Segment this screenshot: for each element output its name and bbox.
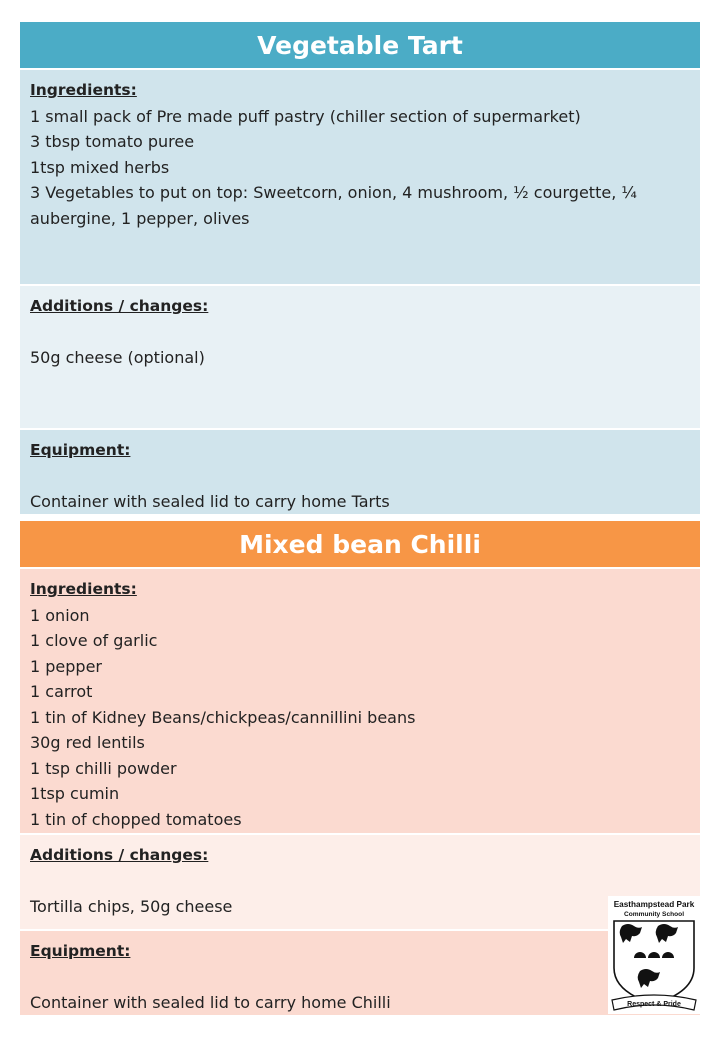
shell-icon <box>634 952 674 958</box>
chilli-ingredient: 1tsp cumin <box>30 784 120 803</box>
tart-ingredient: 1 small pack of Pre made puff pastry (chiller section of supermarket) <box>30 106 581 126</box>
chilli-ingredient: 1 carrot <box>30 682 93 701</box>
chilli-ingredient: 30g red lentils <box>30 733 145 752</box>
chilli-title: Mixed bean Chilli <box>20 521 700 567</box>
tart-additions-label: Additions / changes: <box>30 297 209 315</box>
tart-equipment-label: Equipment: <box>30 441 131 459</box>
chilli-ingredient: 1 tin of Kidney Beans/chickpeas/cannillini beans <box>30 707 416 727</box>
chilli-ingredient: 1 pepper <box>30 656 102 676</box>
tart-ingredient: 3 tbsp tomato puree <box>30 132 195 151</box>
chilli-additions-cell <box>20 833 700 929</box>
chilli-ingredients-cell <box>20 567 700 833</box>
chilli-additions-text: Tortilla chips, 50g cheese <box>30 896 233 916</box>
chilli-equipment-label: Equipment: <box>30 942 131 960</box>
chilli-ingredient: 1 tin of chopped tomatoes <box>30 809 242 829</box>
logo-name-line1: Easthampstead Park <box>613 900 695 909</box>
tart-equipment-cell <box>20 428 700 514</box>
chilli-ingredient: 1 tsp chilli powder <box>30 758 177 778</box>
logo-motto: Respect & Pride <box>627 1001 681 1008</box>
chilli-ingredient: 1 clove of garlic <box>30 631 158 650</box>
chilli-equipment-text: Container with sealed lid to carry home Chilli <box>30 992 391 1012</box>
tart-ingredients-label: Ingredients: <box>30 81 137 99</box>
tart-ingredient: 1tsp mixed herbs <box>30 157 170 177</box>
tart-ingredient: 3 Vegetables to put on top: Sweetcorn, onion, 4 mushroom, ½ courgette, ¼ <box>30 183 637 202</box>
tart-additions-text: 50g cheese (optional) <box>30 347 205 367</box>
tart-ingredients-cell <box>20 68 700 284</box>
tart-ingredient: aubergine, 1 pepper, olives <box>30 208 250 228</box>
logo-name-line2: Community School <box>623 911 685 918</box>
chilli-ingredient: 1 onion <box>30 605 90 625</box>
school-crest-logo <box>608 896 700 1014</box>
vegetable-tart-table <box>20 22 700 514</box>
tart-equipment-text: Container with sealed lid to carry home Tarts <box>30 491 390 511</box>
mixed-bean-chilli-table <box>20 521 700 1015</box>
chilli-ingredients-label: Ingredients: <box>30 580 137 598</box>
tart-title: Vegetable Tart <box>20 22 700 68</box>
chilli-equipment-cell <box>20 929 700 1015</box>
tart-additions-cell <box>20 284 700 428</box>
chilli-additions-label: Additions / changes: <box>30 846 209 864</box>
